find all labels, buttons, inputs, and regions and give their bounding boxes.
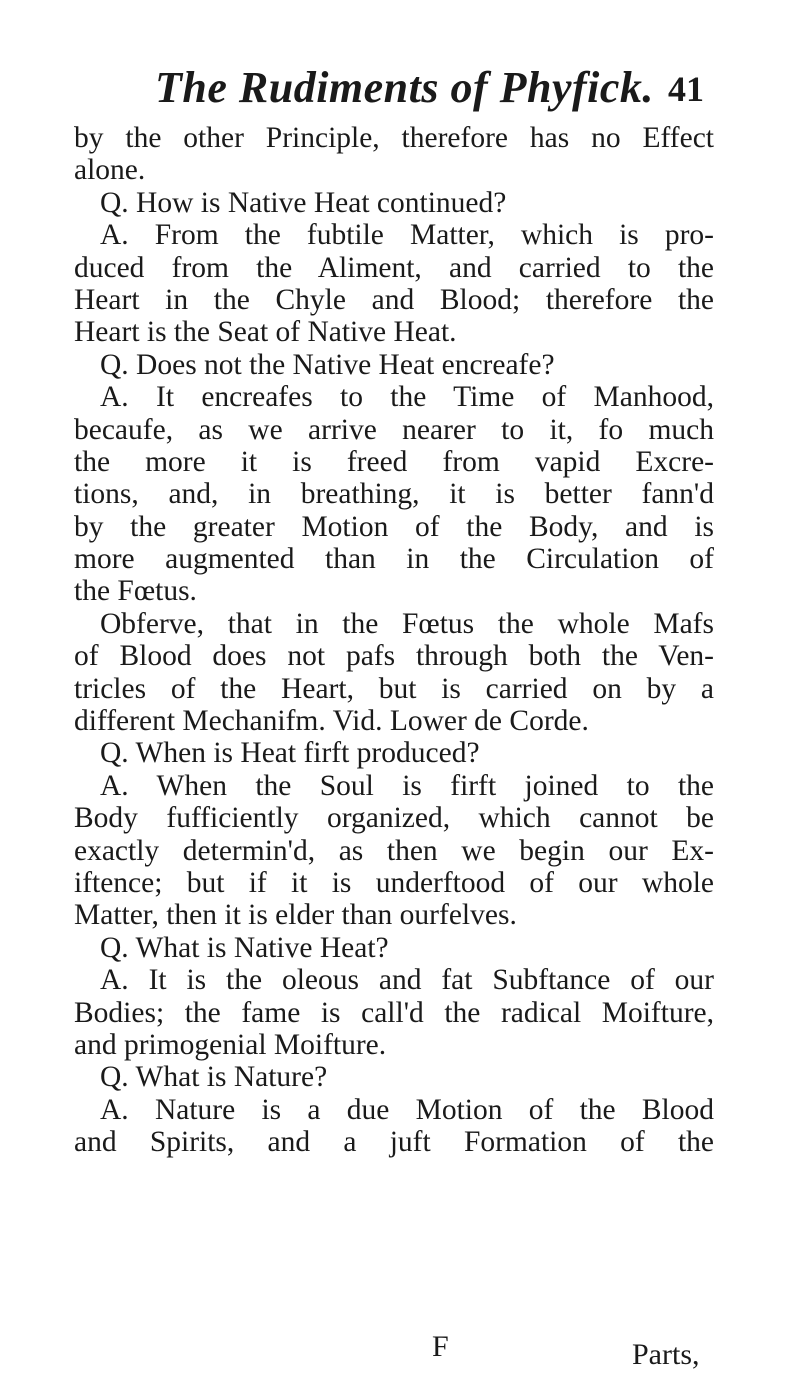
text-line: Body fufficiently organized, which cannot be [74,802,714,835]
text-line: tricles of the Heart, but is carried on by a [74,672,714,705]
text-line: and primogenial Moifture. [74,1028,387,1061]
page-header [0,60,800,120]
text-line: the Fœtus. [74,575,197,608]
text-line: by the greater Motion of the Body, and is [74,510,714,543]
catchword: Parts, [632,1338,700,1371]
note-line: Obferve, that in the Fœtus the whole Mafs [100,607,714,640]
question-line: Q. Does not the Native Heat encreafe? [100,348,555,381]
text-line: iftence; but if it is underftood of our whole [74,866,714,899]
text-line: and Spirits, and a juft Formation of the [74,1126,714,1159]
question-line: Q. What is Native Heat? [100,931,389,964]
page-footer [0,1330,800,1370]
body-text [74,122,714,1159]
text-line: Heart in the Chyle and Blood; therefore the [74,283,714,316]
answer-line: A. It encreafes to the Time of Manhood, [100,381,714,414]
text-line: alone. [74,154,146,187]
text-line: Matter, then it is elder than ourfelves. [74,899,517,932]
text-line: by the other Principle, therefore has no Effect [74,122,714,154]
answer-line: A. From the fubtile Matter, which is pro- [100,219,714,252]
text-line: Heart is the Seat of Native Heat. [74,316,457,349]
text-line: tions, and, in breathing, it is better fann'd [74,478,714,511]
text-line: of Blood does not pafs through both the Ven- [74,640,714,673]
text-line: different Mechanifm. Vid. Lower de Corde. [74,705,589,738]
text-line: the more it is freed from vapid Excre- [74,445,714,478]
running-title: The Rudiments of Phyfick. [155,63,654,112]
text-line: Bodies; the fame is call'd the radical Moifture, [74,996,714,1029]
answer-line: A. It is the oleous and fat Subftance of our [100,964,714,997]
answer-line: A. Nature is a due Motion of the Blood [100,1093,714,1126]
question-line: Q. What is Nature? [100,1061,328,1094]
text-line: duced from the Aliment, and carried to the [74,251,714,284]
question-line: Q. How is Native Heat continued? [100,186,507,219]
page-number: 41 [668,69,704,109]
signature-mark: F [432,1330,449,1363]
question-line: Q. When is Heat firft produced? [100,737,480,770]
text-line: becaufe, as we arrive nearer to it, fo much [74,413,714,446]
text-line: exactly determin'd, as then we begin our Ex- [74,834,714,867]
text-line: more augmented than in the Circulation of [74,543,714,576]
answer-line: A. When the Soul is firft joined to the [100,769,714,802]
